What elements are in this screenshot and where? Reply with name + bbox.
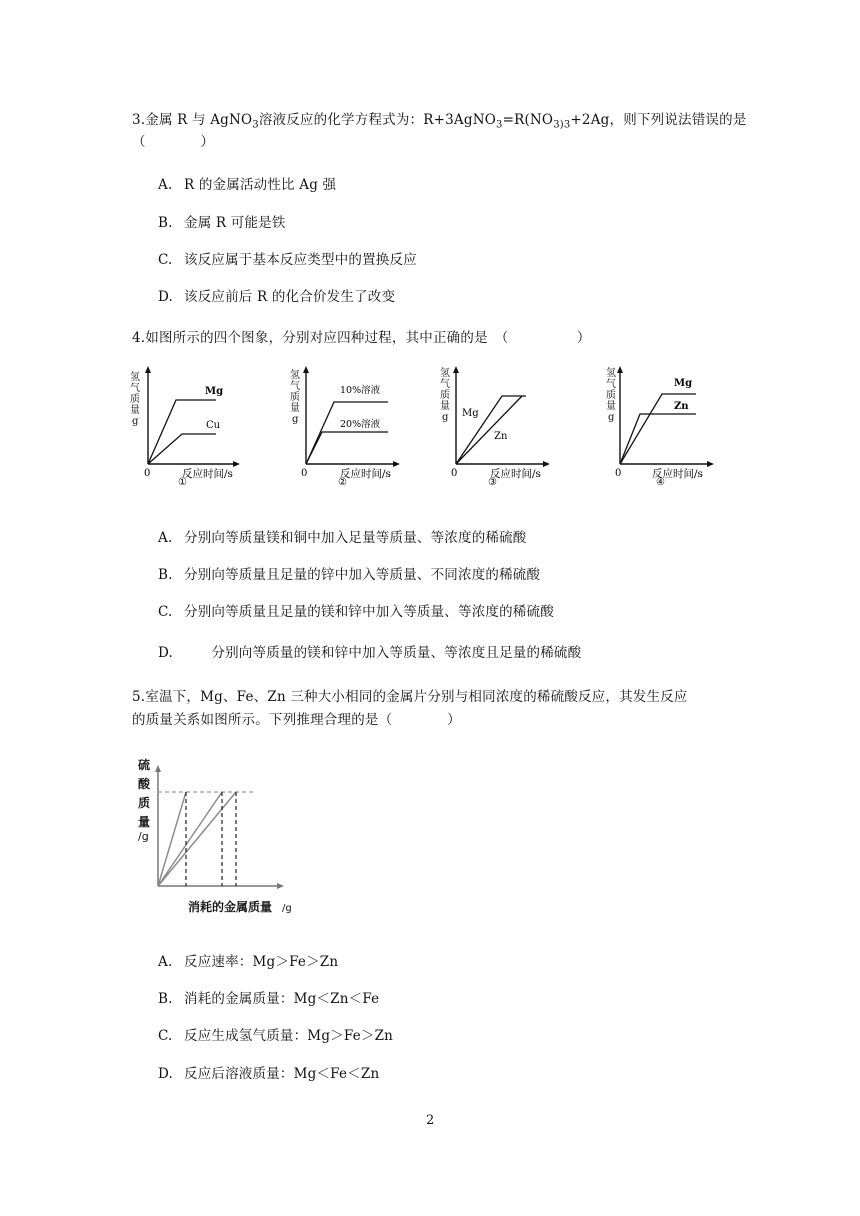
q4-option-b: B. 分别向等质量且足量的锌中加入等质量、不同浓度的稀硫酸: [158, 567, 541, 583]
q5-stem-line2: 的质量关系如图所示。下列推理合理的是（ ）: [132, 712, 461, 728]
graph4-ylabel-1: 气: [606, 379, 616, 390]
page-number: 2: [426, 1113, 435, 1128]
q5-ylabel-4: /g: [138, 830, 149, 843]
graph1-ylabel-0: 氢: [130, 372, 140, 383]
q4-option-d: D. 分别向等质量的镁和锌中加入等质量、等浓度且足量的稀硫酸: [158, 645, 582, 661]
graph2-label-20: 20%溶液: [340, 419, 381, 430]
q4-graph-1: [128, 364, 243, 486]
graph3-index: ③: [488, 477, 497, 486]
graph1-index: ①: [178, 477, 187, 486]
graph4-ylabel-4: g: [608, 412, 615, 423]
q4-option-a: A. 分别向等质量镁和铜中加入足量等质量、等浓度的稀硫酸: [158, 530, 527, 546]
graph2-index: ②: [338, 477, 347, 486]
graph2-ylabel-4: g: [292, 414, 299, 425]
graph2-origin: 0: [301, 468, 308, 479]
q5-option-c: C. 反应生成氢气质量：Mg＞Fe＞Zn: [158, 1028, 394, 1044]
graph3-ylabel-4: g: [442, 412, 449, 423]
graph3-xlabel: 反应时间/s: [490, 468, 541, 480]
graph3-ylabel-1: 气: [440, 379, 450, 390]
graph4-index: ④: [656, 477, 665, 486]
graph4-ylabel-2: 质: [606, 390, 616, 401]
graph1-xlabel: 反应时间/s: [182, 468, 233, 480]
graph1-ylabel-2: 质: [130, 394, 140, 405]
q5-ylabel-1: 酸: [138, 777, 151, 791]
graph2-ylabel-3: 量: [290, 403, 300, 414]
graph2-label-10: 10%溶液: [340, 385, 381, 396]
graph3-origin: 0: [451, 468, 458, 479]
graph4-ylabel-3: 量: [606, 401, 616, 412]
q3-option-c: C. 该反应属于基本反应类型中的置换反应: [158, 252, 417, 268]
q4-option-c: C. 分别向等质量且足量的镁和锌中加入等质量、等浓度的稀硫酸: [158, 604, 554, 620]
graph4-label-zn: Zn: [674, 401, 689, 412]
graph3-ylabel-0: 氢: [440, 368, 450, 379]
q5-xlabel: 消耗的金属质量: [188, 900, 273, 914]
q5-graph: [138, 752, 308, 922]
graph3-label-zn: Zn: [494, 431, 508, 442]
graph3-ylabel-2: 质: [440, 390, 450, 401]
graph2-ylabel-2: 质: [290, 392, 300, 403]
graph2-ylabel-1: 气: [290, 381, 300, 392]
q3-option-d: D. 该反应前后 R 的化合价发生了改变: [158, 289, 396, 305]
graph3-ylabel-3: 量: [440, 401, 450, 412]
q3-option-a: A. R 的金属活动性比 Ag 强: [158, 177, 337, 193]
graph1-label-cu: Cu: [206, 420, 221, 431]
q3-stem-line2: （ ）: [132, 134, 215, 150]
q4-stem: 4.如图所示的四个图象，分别对应四种过程，其中正确的是 （ ）: [132, 330, 591, 346]
graph3-label-mg: Mg: [462, 408, 479, 419]
graph4-origin: 0: [615, 468, 622, 479]
graph2-ylabel-0: 氢: [290, 370, 300, 381]
q4-graph-2: [288, 364, 403, 486]
graph4-ylabel-0: 氢: [606, 368, 616, 379]
graph1-label-mg: Mg: [205, 386, 224, 397]
q3-stem-line1: 3.金属 R 与 AgNO$_3$溶液反应的化学方程式为：$R+3AgNO_3=R(NO_{3)3}+2Ag$，则下列说法错误的是: [132, 112, 747, 131]
q3-option-b: B. 金属 R 可能是铁: [158, 215, 286, 231]
graph1-ylabel-4: g: [132, 416, 139, 427]
graph1-origin: 0: [144, 468, 151, 479]
q5-option-b: B. 消耗的金属质量：Mg＜Zn＜Fe: [158, 991, 380, 1007]
q5-ylabel-3: 量: [138, 815, 151, 829]
q5-option-a: A. 反应速率：Mg＞Fe＞Zn: [158, 954, 339, 970]
graph1-ylabel-1: 气: [130, 383, 140, 394]
q4-graph-3: [438, 364, 553, 486]
graph4-xlabel: 反应时间/s: [652, 468, 703, 480]
q4-graph-4: [604, 364, 719, 486]
graph2-xlabel: 反应时间/s: [340, 468, 391, 480]
graph1-ylabel-3: 量: [130, 405, 140, 416]
graph4-label-mg: Mg: [674, 378, 693, 389]
q5-option-d: D. 反应后溶液质量：Mg＜Fe＜Zn: [158, 1066, 380, 1082]
q5-stem-line1: 5.室温下，Mg、Fe、Zn 三种大小相同的金属片分别与相同浓度的稀硫酸反应，其发生反应: [132, 689, 688, 705]
q5-ylabel-0: 硫: [138, 758, 151, 772]
q5-ylabel-2: 质: [138, 796, 151, 810]
q5-xunit: /g: [282, 903, 292, 914]
